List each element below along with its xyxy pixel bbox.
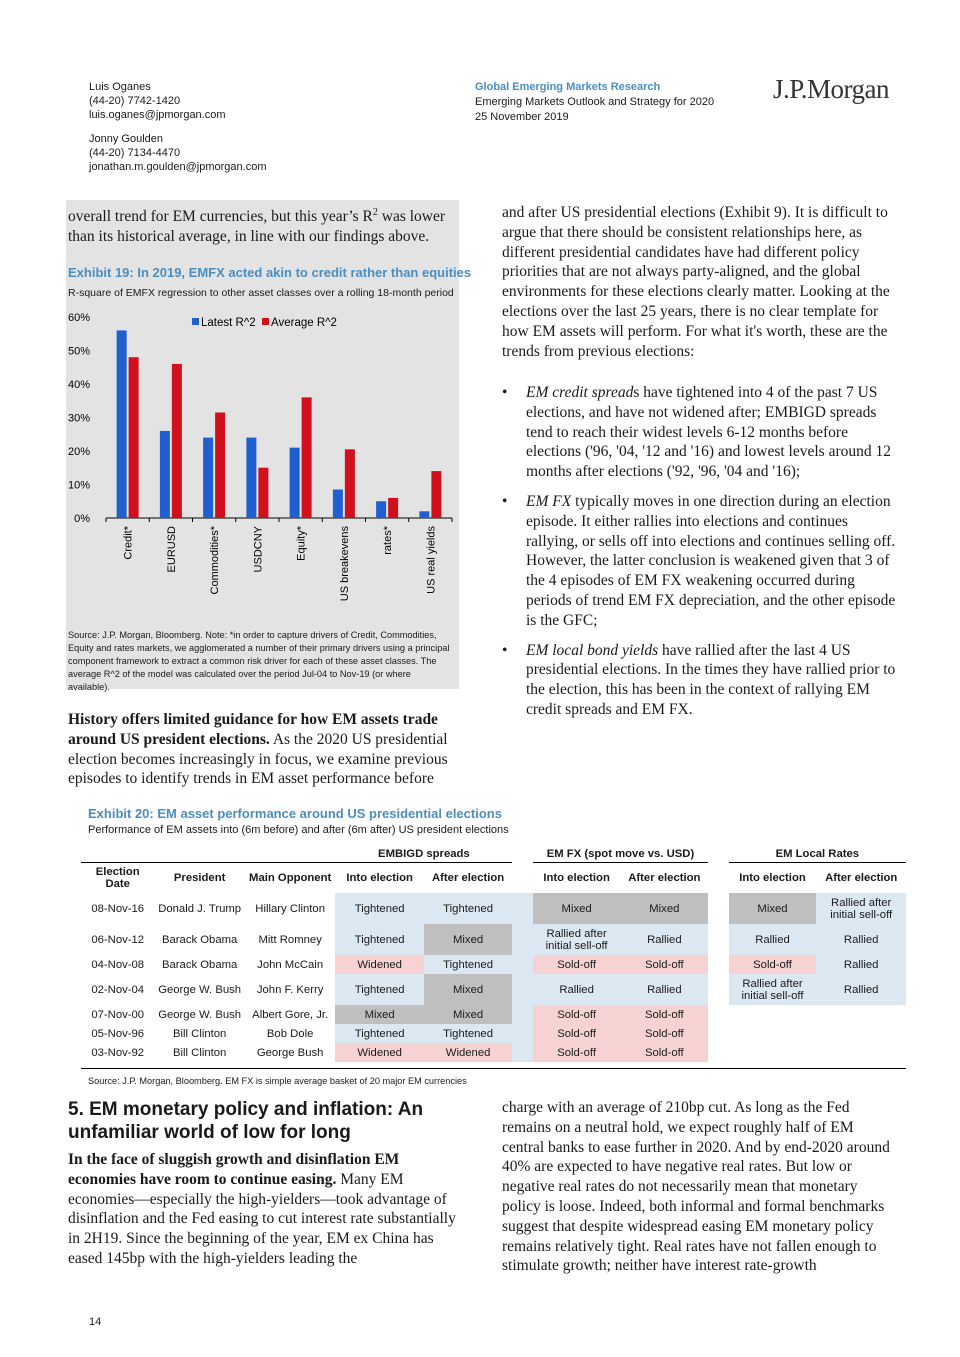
x-tick-label: Credit* — [122, 526, 135, 560]
author-email[interactable]: jonathan.m.goulden@jpmorgan.com — [89, 161, 267, 173]
cell-election-date: 03-Nov-92 — [91, 1046, 145, 1059]
table-row — [81, 1043, 906, 1062]
cell-emfx-after: Sold-off — [620, 1043, 708, 1062]
col-header: Into election — [739, 872, 806, 884]
cell-gap — [708, 1005, 728, 1024]
table-bottom-rule — [81, 1068, 906, 1069]
cell-emfx-after: Sold-off — [620, 1024, 708, 1043]
x-tick-label: US breakevens — [338, 526, 351, 602]
list-item: • EM credit spreads have tightened into 4 of the past 7 US elections, and have not widened after; EMBIGD spreads tend to reach their widest levels 6-12 months before elections ('96, '04, '12 and '16) and lowest levels around 12 months after elections ('92, '96, '04 and '16); — [502, 384, 892, 481]
cell-president: Donald J. Trump — [158, 902, 242, 915]
y-tick-label: 10% — [67, 479, 90, 492]
bar-average — [258, 468, 268, 518]
x-tick-label: EURUSD — [165, 526, 178, 573]
left-lead-paragraph: overall trend for EM currencies, but this year’s $R^2$ was lower than its historical average, in line with our findings above. — [68, 207, 446, 245]
cell-rates-after — [816, 1005, 906, 1024]
bar-latest — [246, 438, 256, 518]
cell-emfx-after: Mixed — [620, 893, 708, 924]
exhibit19-subtitle: R-square of EMFX regression to other asset classes over a rolling 18-month period — [68, 287, 454, 299]
bar-average — [302, 397, 312, 518]
cell-election-date: 08-Nov-16 — [91, 902, 145, 915]
x-tick-label: US real yields — [425, 526, 438, 594]
cell-rates-after — [816, 1043, 906, 1062]
cell-emfx-into: Mixed — [533, 893, 621, 924]
cell-embigd-after: Tightened — [424, 1024, 512, 1043]
cell-gap — [512, 893, 532, 924]
cell-election-date: 07-Nov-00 — [91, 1008, 145, 1021]
bar-average — [388, 498, 398, 518]
legend-swatch — [262, 318, 269, 325]
group-emfx: EM FX (spot move vs. USD) — [533, 845, 708, 863]
bar-latest — [376, 501, 386, 518]
y-tick-label: 50% — [67, 345, 90, 358]
y-tick-label: 30% — [67, 412, 90, 425]
series-title: Global Emerging Markets Research — [475, 81, 661, 93]
cell-embigd-after: Mixed — [424, 974, 512, 1005]
group-local-rates: EM Local Rates — [729, 845, 906, 863]
cell-election-date: 05-Nov-96 — [91, 1027, 145, 1040]
author-phone: (44-20) 7742-1420 — [89, 95, 181, 107]
legend-label: Latest R^2 — [201, 317, 256, 329]
exhibit20-heading — [88, 806, 509, 836]
col-opponent: Main Opponent — [249, 872, 332, 884]
cell-gap — [512, 1043, 532, 1062]
cell-embigd-after: Tightened — [424, 955, 512, 974]
table-group-header — [81, 845, 906, 863]
table-column-header — [81, 863, 906, 894]
author-name: Jonny Goulden — [89, 133, 163, 145]
author-phone: (44-20) 7134-4470 — [89, 147, 181, 159]
cell-rates-into: Rallied after initial sell-off — [729, 974, 817, 1005]
bar-average — [172, 364, 182, 518]
table-row — [81, 955, 906, 974]
cell-gap — [708, 974, 728, 1005]
cell-rates-after: Rallied — [816, 974, 906, 1005]
jpmorgan-logo: J.P.Morgan — [773, 74, 890, 104]
y-tick-label: 60% — [67, 312, 90, 324]
cell-opponent: John F. Kerry — [256, 983, 324, 996]
cell-gap — [512, 955, 532, 974]
table-row — [81, 1024, 906, 1043]
y-tick-label: 20% — [67, 446, 90, 458]
cell-election-date: 02-Nov-04 — [91, 983, 145, 996]
group-embigd: EMBIGD spreads — [335, 845, 512, 863]
bar-average — [431, 471, 441, 518]
cell-emfx-after: Rallied — [620, 924, 708, 955]
cell-rates-into — [729, 1043, 817, 1062]
cell-president: Barack Obama — [161, 933, 238, 946]
cell-embigd-into: Tightened — [335, 974, 423, 1005]
cell-rates-into: Sold-off — [729, 955, 817, 974]
bar-latest — [117, 330, 127, 518]
cell-emfx-after: Rallied — [620, 974, 708, 1005]
section5-heading: 5. EM monetary policy and inflation: An unfamiliar world of low for long — [68, 1099, 424, 1143]
y-tick-label: 40% — [67, 379, 90, 391]
bullet-icon: • — [502, 384, 508, 401]
cell-gap — [708, 955, 728, 974]
section5-right-paragraph: charge with an average of 210bp cut. As long as the Fed remains on a neutral hold, we expect roughly half of EM central banks to ease further in 2020. And by end-2020 around 40% are expected to have negative real rates. But low or negative real rates do not necessarily mean that monetary policy is loose. Indeed, both informal and formal benchmarks suggest that despite widespread easing EM monetary policy remains relatively tight. Real rates have not fallen enough to stimulate growth; neither have interest rate-growth — [502, 1099, 890, 1275]
cell-president: Barack Obama — [161, 958, 238, 971]
report-title: Emerging Markets Outlook and Strategy for 2020 — [475, 96, 715, 108]
bar-latest — [203, 438, 213, 518]
cell-opponent: Hillary Clinton — [255, 902, 325, 915]
bullet-icon: • — [502, 492, 508, 510]
bar-latest — [333, 490, 343, 518]
x-tick-label: Commodities* — [209, 526, 222, 595]
election-performance-table — [81, 845, 906, 1062]
col-president: President — [173, 872, 226, 884]
cell-opponent: Mitt Romney — [258, 933, 322, 946]
bar-average — [345, 449, 355, 518]
author-1 — [89, 80, 267, 122]
cell-emfx-into: Rallied — [533, 974, 621, 1005]
cell-emfx-into: Rallied after initial sell-off — [533, 924, 621, 955]
bar-latest — [290, 448, 300, 518]
cell-rates-after: Rallied — [816, 955, 906, 974]
col-election-date: Election Date — [95, 866, 140, 890]
cell-president: Bill Clinton — [172, 1027, 227, 1040]
x-tick-label: Equity* — [295, 526, 308, 561]
exhibit19-note: Source: J.P. Morgan, Bloomberg. Note: *in order to capture drivers of Credit, Commodities, Equity and rates markets, we agglomerated a number of their primary drivers using a principal component framework to extract a common risk driver for each of these asset classes. The average R^2 of the model was calculated over the period Jul-04 to Nov-19 (or where available). — [68, 630, 450, 692]
cell-rates-into — [729, 1005, 817, 1024]
col-header: After election — [628, 872, 701, 884]
table-row — [81, 974, 906, 1005]
election-trends-list — [502, 383, 897, 730]
cell-embigd-after: Widened — [424, 1043, 512, 1062]
cell-rates-into: Rallied — [729, 924, 817, 955]
table-row — [81, 924, 906, 955]
list-item: • EM local bond yields have rallied after the last 4 US presidential elections. In the times they have rallied prior to the election, this has been in the context of rallying EM credit spreads and EM FX. — [502, 641, 896, 718]
cell-opponent: George Bush — [256, 1046, 324, 1059]
list-item: • EM FX typically moves in one direction during an election episode. It either rallies into elections and continues rallying, or sells off into elections and continues selling off. However, the latter conclusion is weakened given that 3 of the 4 episodes of EM FX weakening occurred during periods of trend EM FX depreciation, and the other episode is the GFC; — [502, 492, 896, 629]
bar-average — [215, 412, 225, 518]
x-tick-label: USDCNY — [252, 526, 265, 573]
bar-average — [129, 357, 139, 518]
cell-gap — [512, 1005, 532, 1024]
bar-latest — [160, 431, 170, 518]
cell-embigd-into: Tightened — [335, 893, 423, 924]
cell-gap — [708, 1043, 728, 1062]
cell-emfx-into: Sold-off — [533, 1024, 621, 1043]
cell-gap — [512, 924, 532, 955]
cell-rates-after — [816, 1024, 906, 1043]
exhibit19-bar-chart — [66, 305, 459, 625]
cell-election-date: 06-Nov-12 — [91, 933, 145, 946]
section5-paragraph: In the face of sluggish growth and disinflation EM economies have room to continue easing. Many EM economies—especially the high-yielders—took advantage of disinflation and the Fed easing to cut interest rate substantially in 2H19. Since the beginning of the year, EM ex China has eased 145bp with the high-yielders leading the — [68, 1151, 456, 1267]
author-email[interactable]: luis.oganes@jpmorgan.com — [89, 109, 226, 121]
cell-embigd-into: Widened — [335, 1043, 423, 1062]
cell-embigd-into: Tightened — [335, 924, 423, 955]
table-body — [81, 893, 906, 1062]
cell-gap — [708, 1024, 728, 1043]
x-tick-label: rates* — [382, 526, 395, 555]
cell-emfx-after: Sold-off — [620, 955, 708, 974]
cell-opponent: Albert Gore, Jr. — [252, 1008, 329, 1021]
cell-opponent: Bob Dole — [266, 1027, 314, 1040]
y-tick-label: 0% — [74, 513, 90, 525]
cell-embigd-after: Tightened — [424, 893, 512, 924]
col-header: After election — [431, 872, 505, 884]
right-intro-paragraph: and after US presidential elections (Exhibit 9). It is difficult to argue that there should be consistent relationships here, as different presidential candidates have had different policy priorities that are not always party-aligned, and the global environments for these elections clearly matter. Looking at the elections over the last 25 years, there is no clear template for how EM assets will perform. For what it's worth, these are the trends from previous elections: — [502, 204, 890, 360]
cell-election-date: 04-Nov-08 — [91, 958, 145, 971]
author-2 — [89, 132, 267, 174]
cell-emfx-into: Sold-off — [533, 1005, 621, 1024]
page-number: 14 — [89, 1316, 102, 1328]
exhibit19-title: Exhibit 19: In 2019, EMFX acted akin to credit rather than equities — [68, 265, 472, 280]
exhibit20-subtitle: Performance of EM assets into (6m before) and after (6m after) US president elections — [88, 824, 509, 836]
report-header — [475, 80, 714, 125]
cell-rates-into: Mixed — [729, 893, 817, 924]
exhibit20-title: Exhibit 20: EM asset performance around US presidential elections — [88, 806, 502, 821]
col-header: Into election — [346, 872, 413, 884]
authors-block — [89, 80, 267, 184]
bullet-icon: • — [502, 641, 508, 659]
cell-embigd-into: Mixed — [335, 1005, 423, 1024]
author-name: Luis Oganes — [89, 81, 151, 93]
cell-president: George W. Bush — [158, 983, 242, 996]
cell-opponent: John McCain — [257, 958, 324, 971]
table-row — [81, 893, 906, 924]
cell-gap — [708, 893, 728, 924]
exhibit20-source: Source: J.P. Morgan, Bloomberg. EM FX is simple average basket of 20 major EM currencies — [88, 1076, 467, 1086]
cell-president: Bill Clinton — [172, 1046, 227, 1059]
cell-gap — [512, 974, 532, 1005]
cell-embigd-into: Tightened — [335, 1024, 423, 1043]
cell-gap — [708, 924, 728, 955]
cell-emfx-after: Sold-off — [620, 1005, 708, 1024]
cell-embigd-after: Mixed — [424, 1005, 512, 1024]
cell-rates-after: Rallied after initial sell-off — [816, 893, 906, 924]
bar-latest — [419, 511, 429, 518]
cell-emfx-into: Sold-off — [533, 955, 621, 974]
history-paragraph: History offers limited guidance for how EM assets trade around US president elections. As the 2020 US presidential election becomes increasingly in focus, we examine previous episodes to identify trends in EM asset performance before — [68, 711, 448, 788]
col-header: After election — [825, 872, 898, 884]
table-row — [81, 1005, 906, 1024]
cell-embigd-into: Widened — [335, 955, 423, 974]
col-header: Into election — [543, 872, 610, 884]
cell-rates-into — [729, 1024, 817, 1043]
cell-emfx-into: Sold-off — [533, 1043, 621, 1062]
cell-president: George W. Bush — [158, 1008, 242, 1021]
cell-embigd-after: Mixed — [424, 924, 512, 955]
cell-rates-after: Rallied — [816, 924, 906, 955]
legend-swatch — [192, 318, 199, 325]
legend-label: Average R^2 — [271, 317, 337, 329]
report-date: 25 November 2019 — [475, 111, 569, 123]
cell-gap — [512, 1024, 532, 1043]
